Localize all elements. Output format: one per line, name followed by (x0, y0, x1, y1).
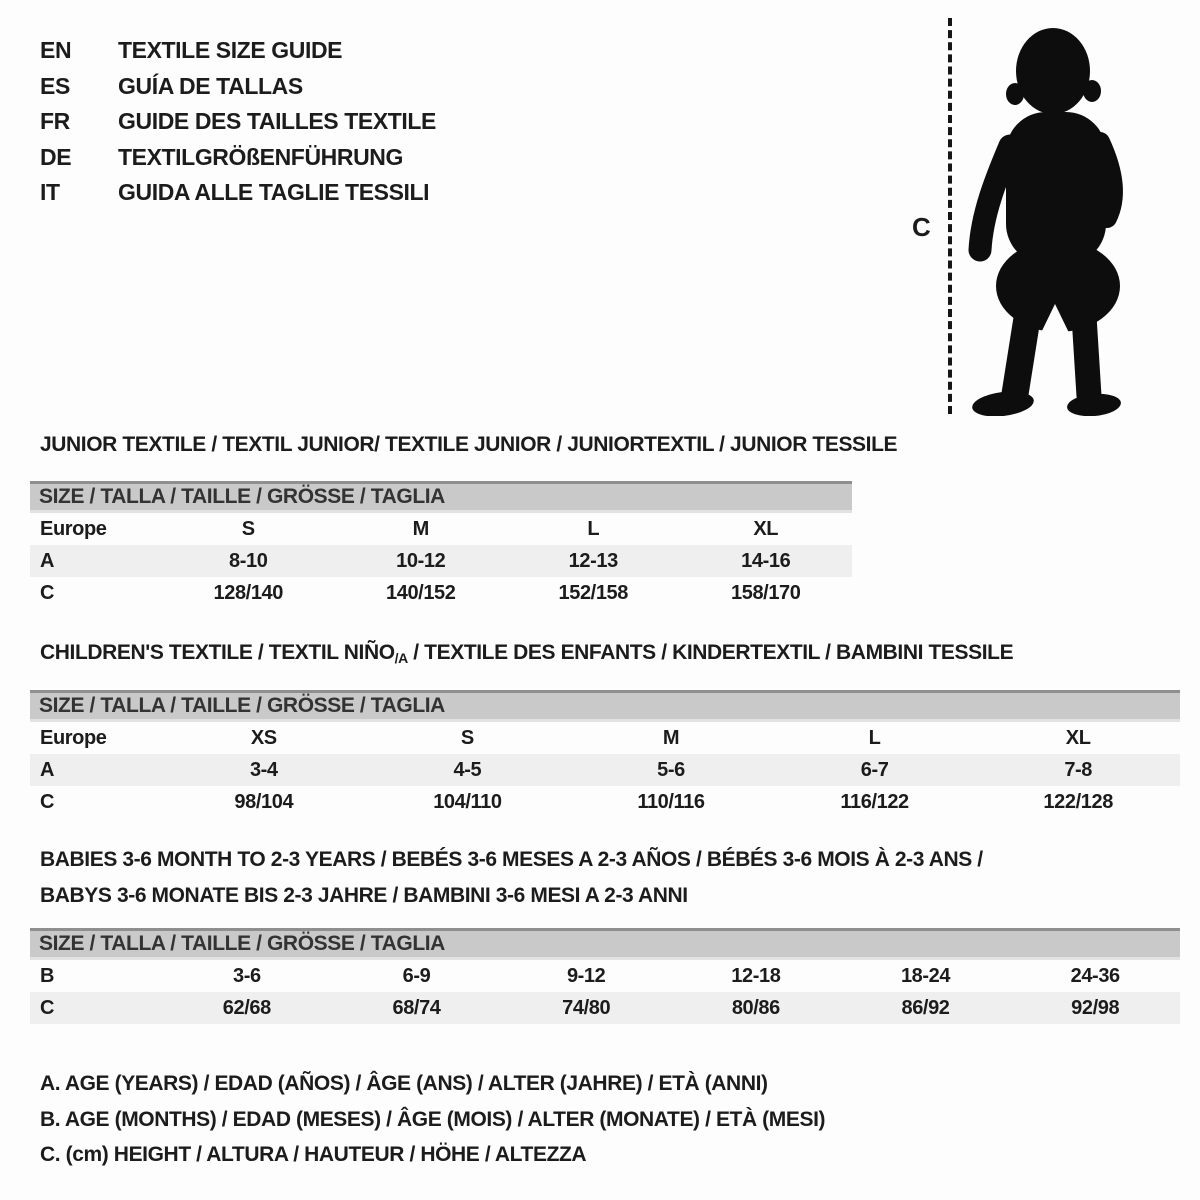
table-cell: S (460, 726, 474, 749)
table-cell: 7-8 (1064, 758, 1093, 781)
language-code: EN (40, 37, 72, 63)
row-label: Europe (40, 726, 107, 749)
table-cell: XL (1065, 726, 1091, 749)
language-guide-title: TEXTILGRÖßENFÜHRUNG (118, 143, 403, 170)
table-row (30, 722, 1180, 754)
toddler-silhouette-icon (958, 14, 1138, 416)
table-cell: XL (753, 517, 779, 540)
table-cell: 128/140 (213, 581, 283, 604)
language-row (40, 69, 436, 105)
language-guide-title: TEXTILE SIZE GUIDE (118, 37, 343, 63)
table-cell: 104/110 (433, 790, 502, 813)
language-code: ES (40, 72, 70, 99)
size-table-header: SIZE / TALLA / TAILLE / GRÖSSE / TAGLIA (30, 690, 1180, 722)
table-cell: 8-10 (229, 549, 268, 572)
babies-section-title-line1: BABIES 3-6 MONTH TO 2-3 YEARS / BEBÉS 3-6 MESES A 2-3 AÑOS / BÉBÉS 3-6 MOIS À 2-3 ANS / (40, 848, 983, 871)
table-cell: 9-12 (566, 964, 606, 987)
table-cell: 122/128 (1043, 790, 1113, 813)
table-cell: 110/116 (637, 790, 705, 813)
row-label: C (40, 996, 55, 1019)
table-cell: 80/86 (731, 996, 780, 1019)
language-row (40, 104, 436, 140)
babies-size-table (30, 928, 1180, 1024)
table-row (30, 577, 852, 609)
table-cell: 68/74 (392, 996, 441, 1019)
language-code: FR (40, 108, 70, 134)
table-cell: 62/68 (222, 996, 271, 1019)
row-label: B (40, 964, 55, 987)
table-cell: 140/152 (386, 581, 456, 604)
table-row (30, 513, 852, 545)
table-cell: S (241, 517, 255, 540)
language-code: IT (40, 179, 60, 205)
language-code: DE (40, 143, 72, 170)
measure-legend (40, 1066, 825, 1173)
legend-line: B. AGE (MONTHS) / EDAD (MESES) / ÂGE (MOIS) / ALTER (MONATE) / ETÀ (MESI) (40, 1107, 826, 1131)
row-label: Europe (40, 517, 107, 540)
table-cell: 24-36 (1070, 964, 1120, 987)
height-measure-label: C (912, 212, 931, 242)
legend-line: A. AGE (YEARS) / EDAD (AÑOS) / ÂGE (ANS) / ALTER (JAHRE) / ETÀ (ANNI) (40, 1072, 768, 1095)
table-cell: 12-18 (731, 964, 781, 987)
language-row (40, 175, 436, 211)
row-label: C (40, 790, 55, 813)
table-cell: 74/80 (562, 996, 611, 1019)
table-cell: 10-12 (396, 549, 446, 572)
table-cell: 4-5 (453, 758, 482, 781)
junior-section-title: JUNIOR TEXTILE / TEXTIL JUNIOR/ TEXTILE JUNIOR / JUNIORTEXTIL / JUNIOR TESSILE (40, 433, 898, 456)
table-cell: 3-6 (232, 964, 261, 987)
row-label: A (40, 758, 55, 781)
table-cell: 6-7 (860, 758, 889, 781)
table-row (30, 754, 1180, 786)
table-cell: 14-16 (741, 549, 791, 572)
children-section-title (40, 641, 1013, 666)
legend-line: C. (cm) HEIGHT / ALTURA / HAUTEUR / HÖHE / ALTEZZA (40, 1143, 587, 1166)
children-title-main: CHILDREN'S TEXTILE / TEXTIL NIÑO (40, 641, 395, 664)
row-label: C (40, 581, 55, 604)
table-cell: M (412, 517, 429, 540)
children-title-subscript: /A (394, 650, 408, 666)
table-cell: 3-4 (249, 758, 278, 781)
children-size-table (30, 690, 1180, 818)
language-guide-title: GUIDA ALLE TAGLIE TESSILI (118, 179, 430, 205)
table-row (30, 786, 1180, 818)
table-row (30, 960, 1180, 992)
table-cell: L (587, 517, 600, 540)
table-cell: 152/158 (558, 581, 628, 604)
language-guide-title: GUIDE DES TAILLES TEXTILE (118, 108, 436, 134)
row-label: A (40, 549, 55, 572)
babies-section-title-line2: BABYS 3-6 MONATE BIS 2-3 JAHRE / BAMBINI 3-6 MESI A 2-3 ANNI (40, 884, 688, 907)
children-title-rest: / TEXTILE DES ENFANTS / KINDERTEXTIL / BAMBINI TESSILE (407, 641, 1014, 664)
height-measure-dashed-line (948, 18, 952, 414)
table-cell: 5-6 (657, 758, 685, 781)
table-cell: 6-9 (402, 964, 431, 987)
junior-size-table (30, 481, 852, 609)
table-cell: 18-24 (900, 964, 951, 987)
table-row (30, 992, 1180, 1024)
language-guide-title: GUÍA DE TALLAS (118, 72, 303, 99)
table-cell: 116/122 (840, 790, 909, 813)
table-cell: L (868, 726, 881, 749)
size-table-header: SIZE / TALLA / TAILLE / GRÖSSE / TAGLIA (30, 481, 852, 513)
language-title-list (40, 33, 436, 211)
table-cell: 92/98 (1071, 996, 1120, 1019)
language-row (40, 33, 436, 69)
size-table-header: SIZE / TALLA / TAILLE / GRÖSSE / TAGLIA (30, 928, 1180, 960)
table-cell: 158/170 (731, 581, 801, 604)
table-cell: 86/92 (901, 996, 950, 1019)
table-cell: XS (250, 726, 277, 749)
table-cell: 12-13 (568, 549, 618, 572)
table-cell: 98/104 (234, 790, 294, 813)
language-row (40, 140, 436, 176)
table-cell: M (662, 726, 680, 749)
table-row (30, 545, 852, 577)
